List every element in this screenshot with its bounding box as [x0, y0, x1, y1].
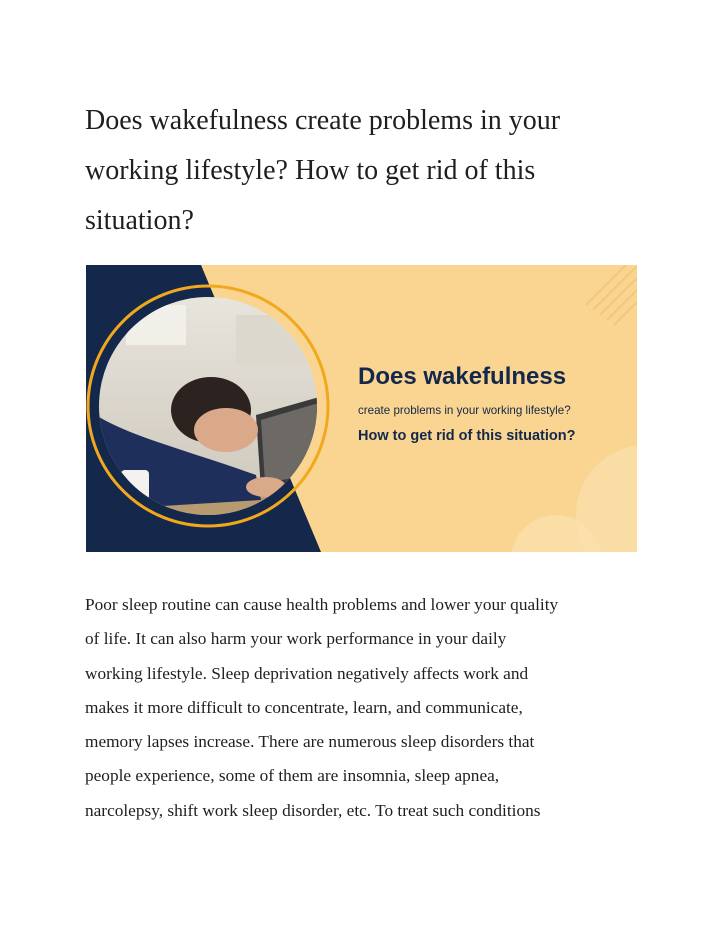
title-line: situation? — [85, 205, 194, 236]
banner-subline: create problems in your working lifestyle? — [358, 404, 571, 417]
body-line: narcolepsy, shift work sleep disorder, etc. To treat such conditions — [85, 800, 541, 820]
banner-image — [86, 265, 637, 552]
article-body — [85, 588, 645, 828]
title-line: Does wakefulness create problems in your — [85, 105, 561, 136]
title-line: working lifestyle? How to get rid of this — [85, 155, 536, 186]
body-line: memory lapses increase. There are numerous sleep disorders that — [85, 732, 535, 752]
body-line: people experience, some of them are insomnia, sleep apnea, — [85, 766, 500, 786]
banner-graphic — [86, 265, 637, 552]
body-line: Poor sleep routine can cause health problems and lower your quality — [85, 595, 559, 614]
body-line: of life. It can also harm your work performance in your daily — [85, 629, 507, 649]
banner-question: How to get rid of this situation? — [358, 428, 576, 444]
banner-headline: Does wakefulness — [358, 363, 567, 390]
body-line: working lifestyle. Sleep deprivation negatively affects work and — [85, 663, 529, 683]
body-line: makes it more difficult to concentrate, learn, and communicate, — [85, 697, 523, 717]
article-title — [85, 96, 645, 246]
